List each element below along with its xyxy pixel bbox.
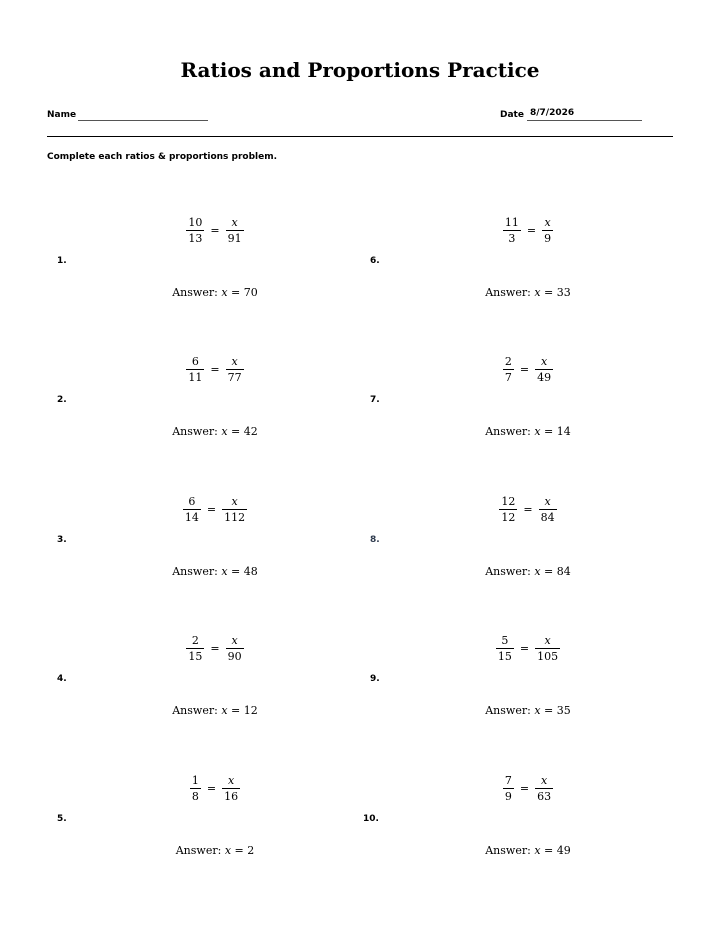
proportion-equation bbox=[378, 216, 678, 245]
problem-number: 4. bbox=[57, 674, 67, 684]
name-line bbox=[78, 120, 208, 121]
answer-value: 2 bbox=[247, 844, 255, 857]
right-fraction bbox=[222, 774, 240, 803]
left-numerator: 11 bbox=[504, 216, 519, 229]
right-fraction bbox=[222, 495, 247, 524]
right-denominator: 112 bbox=[224, 511, 246, 524]
proportion-equation bbox=[65, 355, 365, 384]
left-fraction bbox=[183, 495, 201, 524]
problem-number: 10. bbox=[363, 814, 379, 824]
answer-prefix: Answer: bbox=[485, 844, 531, 857]
right-fraction bbox=[542, 216, 553, 245]
date-value: 8/7/2026 bbox=[530, 108, 575, 118]
left-denominator: 7 bbox=[504, 371, 512, 384]
problem-number: 1. bbox=[57, 256, 67, 266]
right-fraction bbox=[226, 216, 244, 245]
left-numerator: 10 bbox=[188, 216, 203, 229]
answer-variable: x bbox=[534, 704, 541, 717]
problem-5 bbox=[57, 774, 365, 894]
left-fraction bbox=[186, 634, 204, 663]
answer-prefix: Answer: bbox=[485, 704, 531, 717]
equals-sign: = bbox=[210, 363, 220, 376]
answer-line: Answer: x = 35 bbox=[485, 704, 571, 717]
problem-6 bbox=[370, 216, 678, 336]
problem-8 bbox=[370, 495, 678, 615]
problem-2 bbox=[57, 355, 365, 475]
right-fraction bbox=[535, 355, 553, 384]
left-denominator: 3 bbox=[508, 232, 516, 245]
proportion-equation bbox=[378, 495, 678, 524]
answer-variable: x bbox=[534, 565, 541, 578]
answer-prefix: Answer: bbox=[485, 286, 531, 299]
answer-line: Answer: x = 2 bbox=[175, 844, 255, 857]
proportion-equation bbox=[378, 355, 678, 384]
equals-sign: = bbox=[206, 782, 217, 795]
answer-value: 70 bbox=[243, 286, 258, 299]
answer-variable: x bbox=[221, 425, 228, 438]
right-denominator: 105 bbox=[537, 650, 559, 663]
equals-sign: = bbox=[519, 782, 530, 795]
equals-sign: = bbox=[523, 503, 533, 516]
right-numerator: x bbox=[231, 495, 238, 508]
answer-line: Answer: x = 70 bbox=[172, 286, 258, 299]
left-fraction bbox=[499, 495, 517, 524]
answer-line: Answer: x = 84 bbox=[485, 565, 571, 578]
answer-line: Answer: x = 14 bbox=[485, 425, 571, 438]
equals-sign: = bbox=[519, 363, 530, 376]
left-denominator: 11 bbox=[188, 371, 203, 384]
right-denominator: 49 bbox=[537, 371, 552, 384]
equals-sign: = bbox=[210, 224, 220, 237]
answer-value: 14 bbox=[556, 425, 571, 438]
answer-value: 49 bbox=[556, 844, 571, 857]
left-numerator: 1 bbox=[191, 774, 199, 787]
equals-sign: = bbox=[210, 642, 220, 655]
left-fraction bbox=[503, 774, 514, 803]
problem-number: 9. bbox=[370, 674, 380, 684]
right-fraction bbox=[535, 634, 560, 663]
answer-variable: x bbox=[534, 286, 541, 299]
problem-number: 6. bbox=[370, 256, 380, 266]
answer-line: Answer: x = 42 bbox=[172, 425, 258, 438]
answer-prefix: Answer: bbox=[172, 286, 218, 299]
right-fraction bbox=[535, 774, 553, 803]
problem-number: 8. bbox=[370, 535, 380, 545]
left-denominator: 8 bbox=[191, 790, 199, 803]
left-denominator: 14 bbox=[184, 511, 199, 524]
instructions: Complete each ratios & proportions problem. bbox=[47, 152, 278, 162]
equals-sign: = bbox=[519, 642, 530, 655]
left-denominator: 15 bbox=[497, 650, 512, 663]
proportion-equation bbox=[378, 774, 678, 803]
left-fraction bbox=[496, 634, 514, 663]
left-fraction bbox=[503, 216, 521, 245]
worksheet-title: Ratios and Proportions Practice bbox=[180, 58, 540, 82]
right-numerator: x bbox=[231, 216, 238, 229]
left-fraction bbox=[503, 355, 514, 384]
answer-prefix: Answer: bbox=[175, 844, 222, 857]
problem-number: 2. bbox=[57, 395, 67, 405]
left-denominator: 15 bbox=[188, 650, 203, 663]
problem-3 bbox=[57, 495, 365, 615]
answer-prefix: Answer: bbox=[485, 565, 531, 578]
answer-prefix: Answer: bbox=[172, 565, 218, 578]
right-numerator: x bbox=[231, 634, 238, 647]
answer-prefix: Answer: bbox=[172, 425, 218, 438]
right-denominator: 63 bbox=[537, 790, 552, 803]
right-fraction bbox=[226, 634, 244, 663]
left-fraction bbox=[186, 355, 204, 384]
answer-value: 35 bbox=[556, 704, 571, 717]
answer-line: Answer: x = 48 bbox=[172, 565, 258, 578]
right-numerator: x bbox=[228, 774, 235, 787]
answer-line: Answer: x = 12 bbox=[172, 704, 258, 717]
left-denominator: 12 bbox=[501, 511, 516, 524]
right-denominator: 16 bbox=[224, 790, 239, 803]
answer-value: 12 bbox=[243, 704, 258, 717]
left-numerator: 12 bbox=[501, 495, 516, 508]
problem-10 bbox=[363, 774, 678, 894]
problem-7 bbox=[370, 355, 678, 475]
left-numerator: 2 bbox=[504, 355, 512, 368]
left-denominator: 9 bbox=[504, 790, 512, 803]
problem-4 bbox=[57, 634, 365, 754]
right-numerator: x bbox=[231, 355, 238, 368]
problem-number: 3. bbox=[57, 535, 67, 545]
right-denominator: 91 bbox=[227, 232, 242, 245]
answer-value: 42 bbox=[243, 425, 258, 438]
equals-sign: = bbox=[206, 503, 217, 516]
left-fraction bbox=[190, 774, 201, 803]
right-numerator: x bbox=[541, 774, 548, 787]
right-denominator: 77 bbox=[227, 371, 242, 384]
date-line bbox=[527, 120, 642, 121]
answer-variable: x bbox=[221, 286, 228, 299]
right-numerator: x bbox=[544, 495, 551, 508]
problem-number: 7. bbox=[370, 395, 380, 405]
left-numerator: 5 bbox=[501, 634, 509, 647]
problem-1 bbox=[57, 216, 365, 336]
proportion-equation bbox=[65, 216, 365, 245]
answer-variable: x bbox=[224, 844, 232, 857]
right-denominator: 9 bbox=[544, 232, 552, 245]
right-fraction bbox=[226, 355, 244, 384]
left-numerator: 2 bbox=[191, 634, 199, 647]
right-numerator: x bbox=[541, 355, 548, 368]
proportion-equation bbox=[65, 774, 365, 803]
right-denominator: 84 bbox=[540, 511, 555, 524]
answer-value: 33 bbox=[556, 286, 571, 299]
answer-variable: x bbox=[221, 704, 228, 717]
right-numerator: x bbox=[544, 216, 551, 229]
answer-prefix: Answer: bbox=[172, 704, 218, 717]
answer-value: 48 bbox=[243, 565, 258, 578]
left-denominator: 13 bbox=[188, 232, 203, 245]
answer-line: Answer: x = 33 bbox=[485, 286, 571, 299]
equals-sign: = bbox=[526, 224, 537, 237]
left-numerator: 6 bbox=[188, 495, 196, 508]
right-fraction bbox=[539, 495, 557, 524]
left-numerator: 7 bbox=[504, 774, 512, 787]
left-fraction bbox=[186, 216, 204, 245]
answer-variable: x bbox=[534, 425, 541, 438]
problem-number: 5. bbox=[57, 814, 67, 824]
right-denominator: 90 bbox=[227, 650, 242, 663]
problem-9 bbox=[370, 634, 678, 754]
proportion-equation bbox=[65, 495, 365, 524]
answer-variable: x bbox=[534, 844, 541, 857]
header-divider bbox=[47, 136, 673, 137]
answer-line: Answer: x = 49 bbox=[485, 844, 571, 857]
left-numerator: 6 bbox=[191, 355, 199, 368]
answer-variable: x bbox=[221, 565, 228, 578]
right-numerator: x bbox=[544, 634, 551, 647]
name-label: Name bbox=[47, 110, 77, 120]
proportion-equation bbox=[65, 634, 365, 663]
date-label: Date bbox=[500, 110, 524, 120]
proportion-equation bbox=[378, 634, 678, 663]
answer-prefix: Answer: bbox=[485, 425, 531, 438]
answer-value: 84 bbox=[556, 565, 571, 578]
